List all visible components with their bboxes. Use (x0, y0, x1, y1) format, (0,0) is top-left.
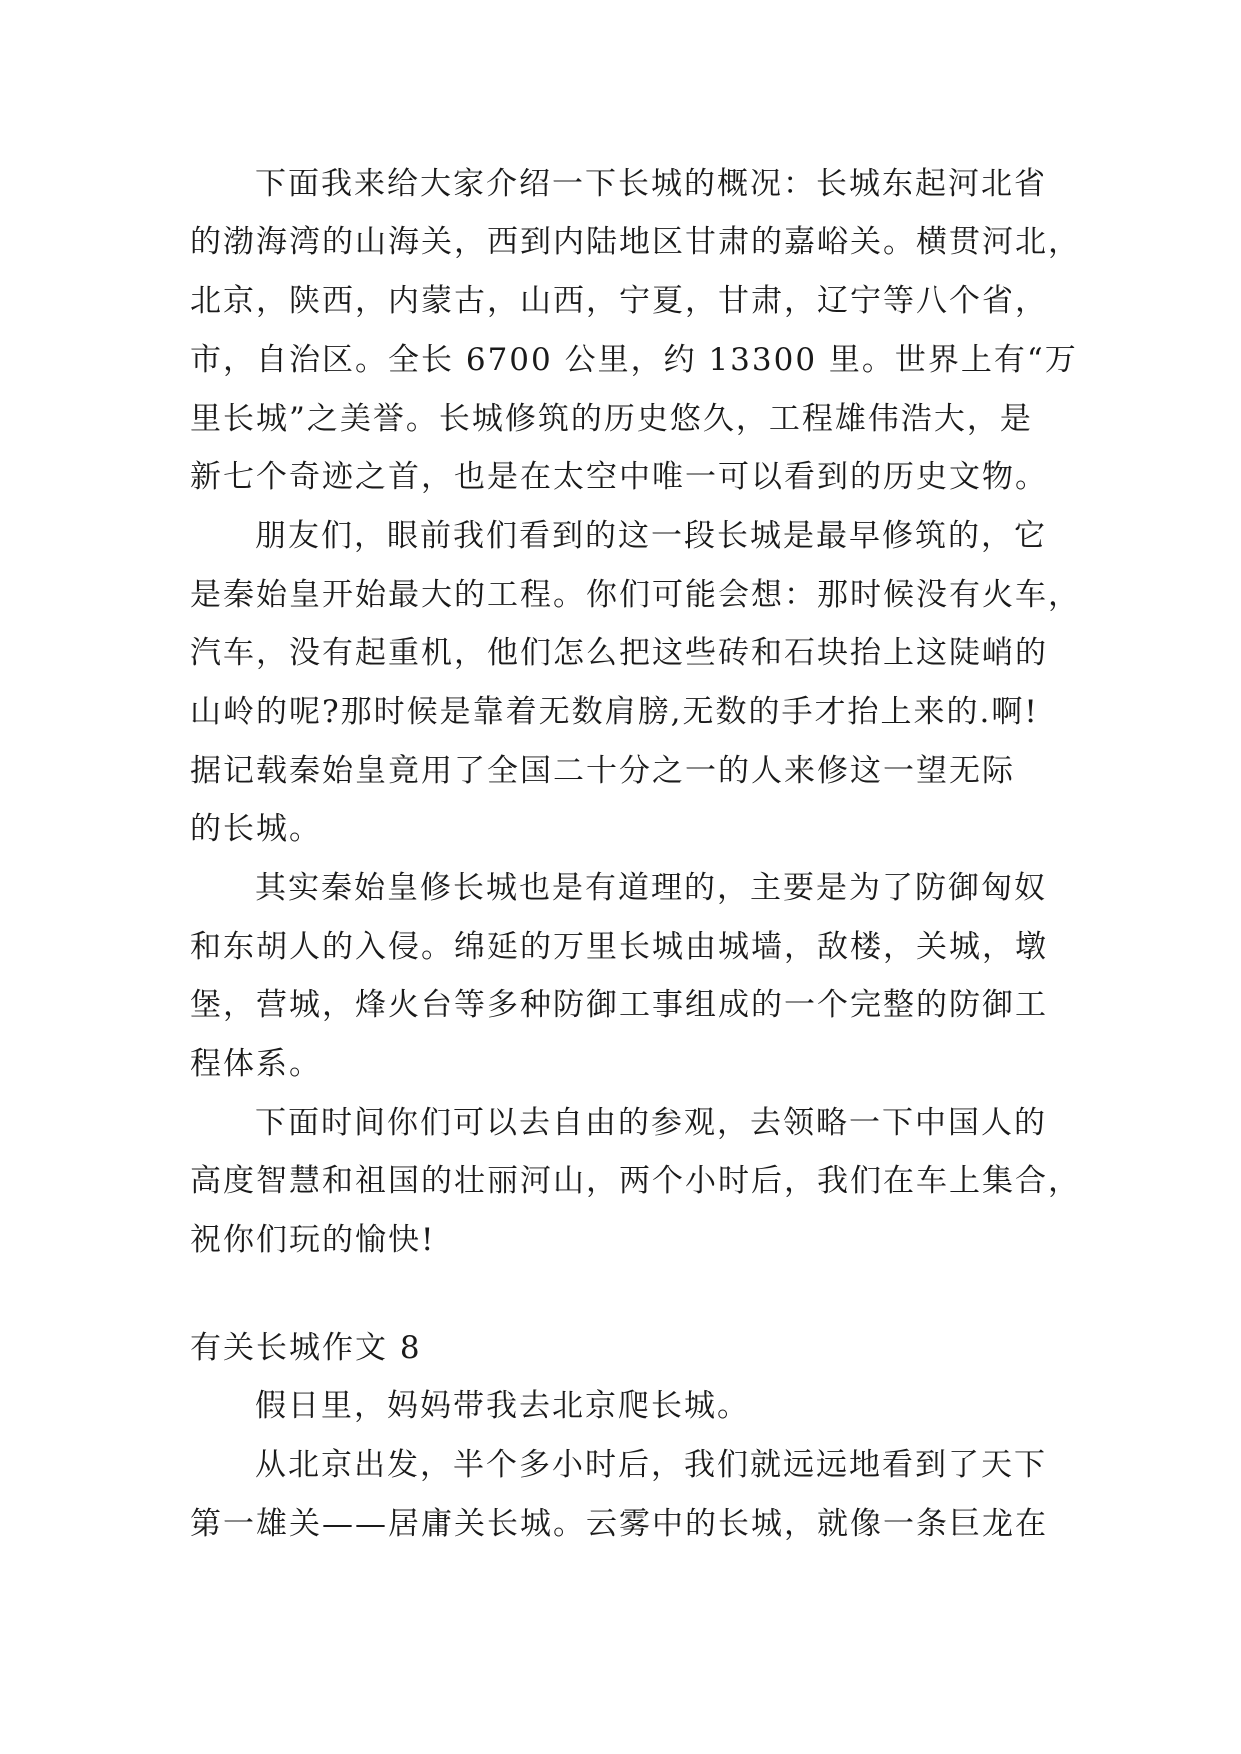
paragraph-2-line-3: 汽车，没有起重机，他们怎么把这些砖和石块抬上这陡峭的 (190, 635, 1048, 671)
paragraph-2-line-5: 据记载秦始皇竟用了全国二十分之一的人来修这一望无际 (190, 753, 1015, 789)
paragraph-1-line-6: 新七个奇迹之首，也是在太空中唯一可以看到的历史文物。 (190, 459, 1048, 495)
paragraph-2-line-6: 的长城。 (190, 811, 322, 847)
paragraph-1-line-3: 北京，陕西，内蒙古，山西，宁夏，甘肃，辽宁等八个省， (190, 283, 1048, 319)
paragraph-1-line-4: 市，自治区。全长 6700 公里，约 13300 里。世界上有“万 (190, 342, 1078, 378)
section-paragraph-2-line-1: 从北京出发，半个多小时后，我们就远远地看到了天下 (255, 1447, 1047, 1483)
paragraph-1-line-5: 里长城”之美誉。长城修筑的历史悠久，工程雄伟浩大，是 (190, 401, 1033, 437)
section-paragraph-2-line-2: 第一雄关——居庸关长城。云雾中的长城，就像一条巨龙在 (190, 1506, 1048, 1542)
paragraph-2-line-2: 是秦始皇开始最大的工程。你们可能会想：那时候没有火车， (190, 577, 1081, 613)
paragraph-1-line-1: 下面我来给大家介绍一下长城的概况：长城东起河北省 (255, 166, 1047, 202)
paragraph-2-line-1: 朋友们，眼前我们看到的这一段长城是最早修筑的，它 (255, 518, 1047, 554)
paragraph-3-line-3: 堡，营城，烽火台等多种防御工事组成的一个完整的防御工 (190, 987, 1048, 1023)
paragraph-3-line-2: 和东胡人的入侵。绵延的万里长城由城墙，敌楼，关城，墩 (190, 929, 1048, 965)
paragraph-3-line-4: 程体系。 (190, 1046, 322, 1082)
paragraph-2-line-4: 山岭的呢?那时候是靠着无数肩膀,无数的手才抬上来的.啊! (190, 694, 1039, 730)
paragraph-3-line-1: 其实秦始皇修长城也是有道理的，主要是为了防御匈奴 (255, 870, 1047, 906)
paragraph-4-line-1: 下面时间你们可以去自由的参观，去领略一下中国人的 (255, 1105, 1047, 1141)
section-title: 有关长城作文 8 (190, 1330, 422, 1366)
paragraph-1-line-2: 的渤海湾的山海关，西到内陆地区甘肃的嘉峪关。横贯河北， (190, 224, 1081, 260)
paragraph-4-line-3: 祝你们玩的愉快! (190, 1222, 436, 1258)
section-paragraph-1-line-1: 假日里，妈妈带我去北京爬长城。 (255, 1388, 750, 1424)
paragraph-4-line-2: 高度智慧和祖国的壮丽河山，两个小时后，我们在车上集合， (190, 1163, 1081, 1199)
